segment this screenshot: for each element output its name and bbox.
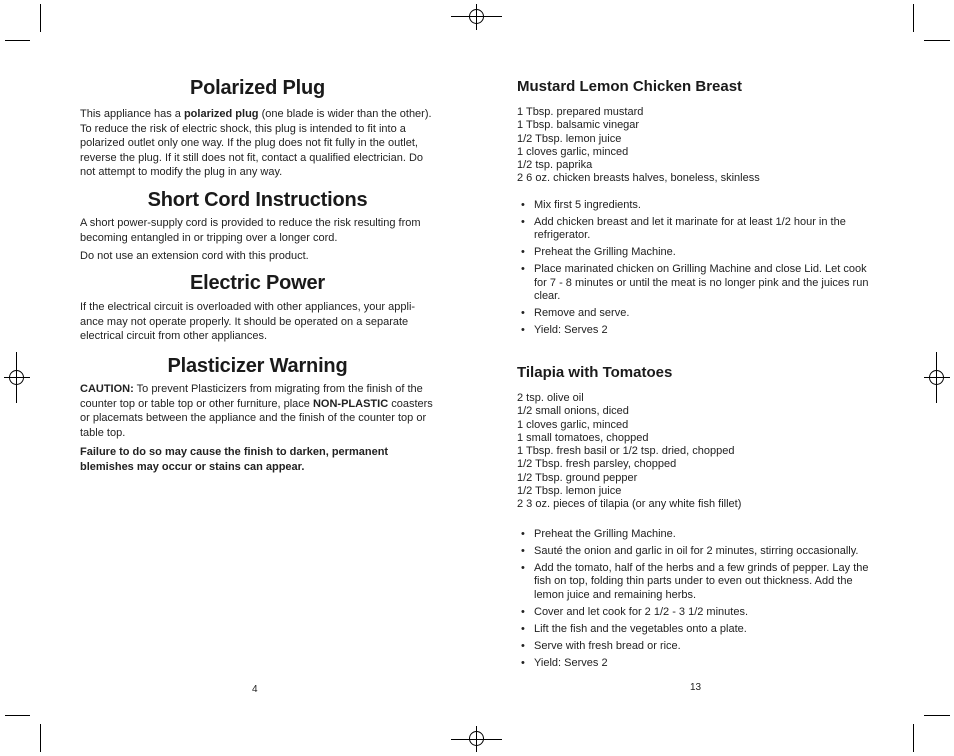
bullet-icon: • bbox=[521, 561, 525, 574]
ingredient-item: 1 Tbsp. balsamic vinegar bbox=[517, 119, 640, 132]
recipe-title: Tilapia with Tomatoes bbox=[517, 364, 673, 381]
step-text: Sauté the onion and garlic in oil for 2 minutes, stirring occasionally. bbox=[534, 544, 859, 557]
step-text: Mix first 5 ingredients. bbox=[534, 199, 641, 211]
step-item bbox=[517, 562, 874, 603]
registration-circle bbox=[469, 9, 484, 24]
step-item bbox=[517, 307, 874, 321]
ingredient-item: 2 6 oz. chicken breasts halves, boneless, skinless bbox=[517, 172, 760, 185]
ingredient-list bbox=[517, 392, 874, 512]
step-list bbox=[517, 528, 874, 673]
step-text: Place marinated chicken on Grilling Machine and close Lid. Let cook for 7 - 8 minutes or until the meat is no longer pink and the juices run clear. bbox=[534, 263, 869, 303]
step-text: Yield: Serves 2 bbox=[534, 656, 608, 669]
step-item bbox=[517, 246, 874, 260]
registration-circle bbox=[929, 370, 944, 385]
bold-text: Failure to do so may cause the finish to darken, permanent blemishes may occur or stains can appear. bbox=[80, 446, 389, 473]
section-heading-short-cord: Short Cord Instructions bbox=[147, 189, 368, 211]
crop-mark bbox=[5, 40, 30, 41]
step-item bbox=[517, 657, 874, 671]
step-item bbox=[517, 199, 874, 213]
bullet-icon: • bbox=[521, 622, 525, 635]
ingredient-item: 1 small tomatoes, chopped bbox=[517, 431, 649, 444]
registration-circle bbox=[469, 731, 484, 746]
ingredient-item: 1 Tbsp. fresh basil or 1/2 tsp. dried, chopped bbox=[517, 445, 735, 458]
step-item bbox=[517, 216, 874, 243]
bullet-icon: • bbox=[521, 199, 525, 211]
page-number-right: 13 bbox=[690, 682, 702, 693]
bullet-icon: • bbox=[521, 639, 525, 652]
page-number-left: 4 bbox=[252, 684, 258, 695]
bullet-icon: • bbox=[521, 544, 525, 557]
ingredient-item: 1/2 Tbsp. lemon juice bbox=[517, 485, 622, 498]
crop-mark bbox=[40, 724, 41, 752]
crop-mark bbox=[913, 724, 914, 752]
step-item bbox=[517, 640, 874, 654]
ingredient-list bbox=[517, 106, 874, 186]
section-heading-plasticizer-warning: Plasticizer Warning bbox=[167, 355, 348, 377]
left-page bbox=[80, 0, 435, 756]
step-list bbox=[517, 199, 874, 341]
ingredient-item: 1/2 Tbsp. lemon juice bbox=[517, 132, 622, 145]
ingredient-item: 1/2 Tbsp. ground pepper bbox=[517, 471, 638, 484]
body-paragraph: CAUTION: To prevent Plasticizers from migrating from the finish of the counter top or table top or other furniture, place NON-PLASTIC coasters or placemats between the appliance and the finish of the counter top or table top. bbox=[80, 383, 433, 439]
bold-text: NON-PLASTIC bbox=[312, 397, 389, 410]
step-item bbox=[517, 528, 874, 542]
step-item bbox=[517, 606, 874, 620]
recipe-title: Mustard Lemon Chicken Breast bbox=[517, 78, 743, 95]
bold-text: CAUTION: bbox=[80, 383, 134, 395]
section-body-electric-power bbox=[80, 300, 435, 344]
bullet-icon: • bbox=[521, 215, 525, 228]
ingredient-item: 2 tsp. olive oil bbox=[517, 392, 584, 404]
section-heading-polarized-plug: Polarized Plug bbox=[189, 77, 325, 99]
ingredient-item: 1/2 tsp. paprika bbox=[517, 159, 593, 172]
step-text: Lift the fish and the vegetables onto a plate. bbox=[534, 622, 747, 635]
ingredient-item: 1/2 Tbsp. fresh parsley, chopped bbox=[517, 458, 677, 471]
bullet-icon: • bbox=[521, 528, 525, 540]
step-text: Add chicken breast and let it marinate for at least 1/2 hour in the refrigerator. bbox=[534, 215, 846, 242]
right-page bbox=[517, 0, 874, 756]
section-heading-electric-power: Electric Power bbox=[189, 272, 326, 294]
crop-mark bbox=[924, 40, 950, 41]
bullet-icon: • bbox=[521, 656, 525, 669]
bullet-icon: • bbox=[521, 246, 525, 259]
step-text: Preheat the Grilling Machine. bbox=[534, 528, 676, 540]
body-paragraph: Do not use an extension cord with this product. bbox=[80, 250, 309, 262]
bullet-icon: • bbox=[521, 324, 525, 337]
body-paragraph: If the electrical circuit is overloaded with other appliances, your appli-ance may not operate properly. It should be operated on a separate electrical circuit from other appliances. bbox=[80, 301, 416, 342]
ingredient-item: 1 cloves garlic, minced bbox=[517, 418, 629, 431]
step-item bbox=[517, 623, 874, 637]
step-text: Serve with fresh bread or rice. bbox=[534, 639, 681, 652]
ingredient-item: 1 Tbsp. prepared mustard bbox=[517, 106, 644, 118]
bullet-icon: • bbox=[521, 307, 525, 320]
bold-text: polarized plug bbox=[183, 108, 259, 120]
section-body-polarized-plug bbox=[80, 107, 435, 180]
bullet-icon: • bbox=[521, 263, 525, 276]
section-body-plasticizer-warning bbox=[80, 382, 435, 474]
step-item bbox=[517, 324, 874, 338]
body-paragraph: A short power-supply cord is provided to reduce the risk resulting from becoming entangled in or tripping over a longer cord. bbox=[80, 217, 421, 244]
step-text: Remove and serve. bbox=[534, 307, 630, 320]
step-text: Add the tomato, half of the herbs and a few grinds of pepper. Lay the fish on top, folding thin parts under to even out thickness. Add the lemon juice and remaining herbs. bbox=[534, 561, 869, 601]
registration-circle bbox=[9, 370, 24, 385]
crop-mark bbox=[5, 715, 30, 716]
step-text: Yield: Serves 2 bbox=[534, 324, 608, 337]
step-text: Preheat the Grilling Machine. bbox=[534, 246, 676, 259]
crop-mark bbox=[924, 715, 950, 716]
step-item bbox=[517, 545, 874, 559]
body-paragraph: This appliance has a polarized plug (one blade is wider than the other). To reduce the risk of electric shock, this plug is intended to fit into a polarized outlet only one way. If the plug does not fit fully in the outlet, reverse the plug. If it still does not fit, contact a qualified electrician. Do not attempt to modify the plug in any way. bbox=[80, 108, 432, 178]
ingredient-item: 2 3 oz. pieces of tilapia (or any white fish fillet) bbox=[517, 498, 742, 511]
ingredient-item: 1 cloves garlic, minced bbox=[517, 145, 629, 158]
crop-mark bbox=[913, 4, 914, 32]
step-text: Cover and let cook for 2 1/2 - 3 1/2 minutes. bbox=[534, 605, 749, 618]
warning-paragraph bbox=[80, 445, 435, 474]
step-item bbox=[517, 263, 874, 304]
section-body-short-cord bbox=[80, 216, 435, 264]
bullet-icon: • bbox=[521, 605, 525, 618]
crop-mark bbox=[40, 4, 41, 32]
ingredient-item: 1/2 small onions, diced bbox=[517, 405, 629, 418]
